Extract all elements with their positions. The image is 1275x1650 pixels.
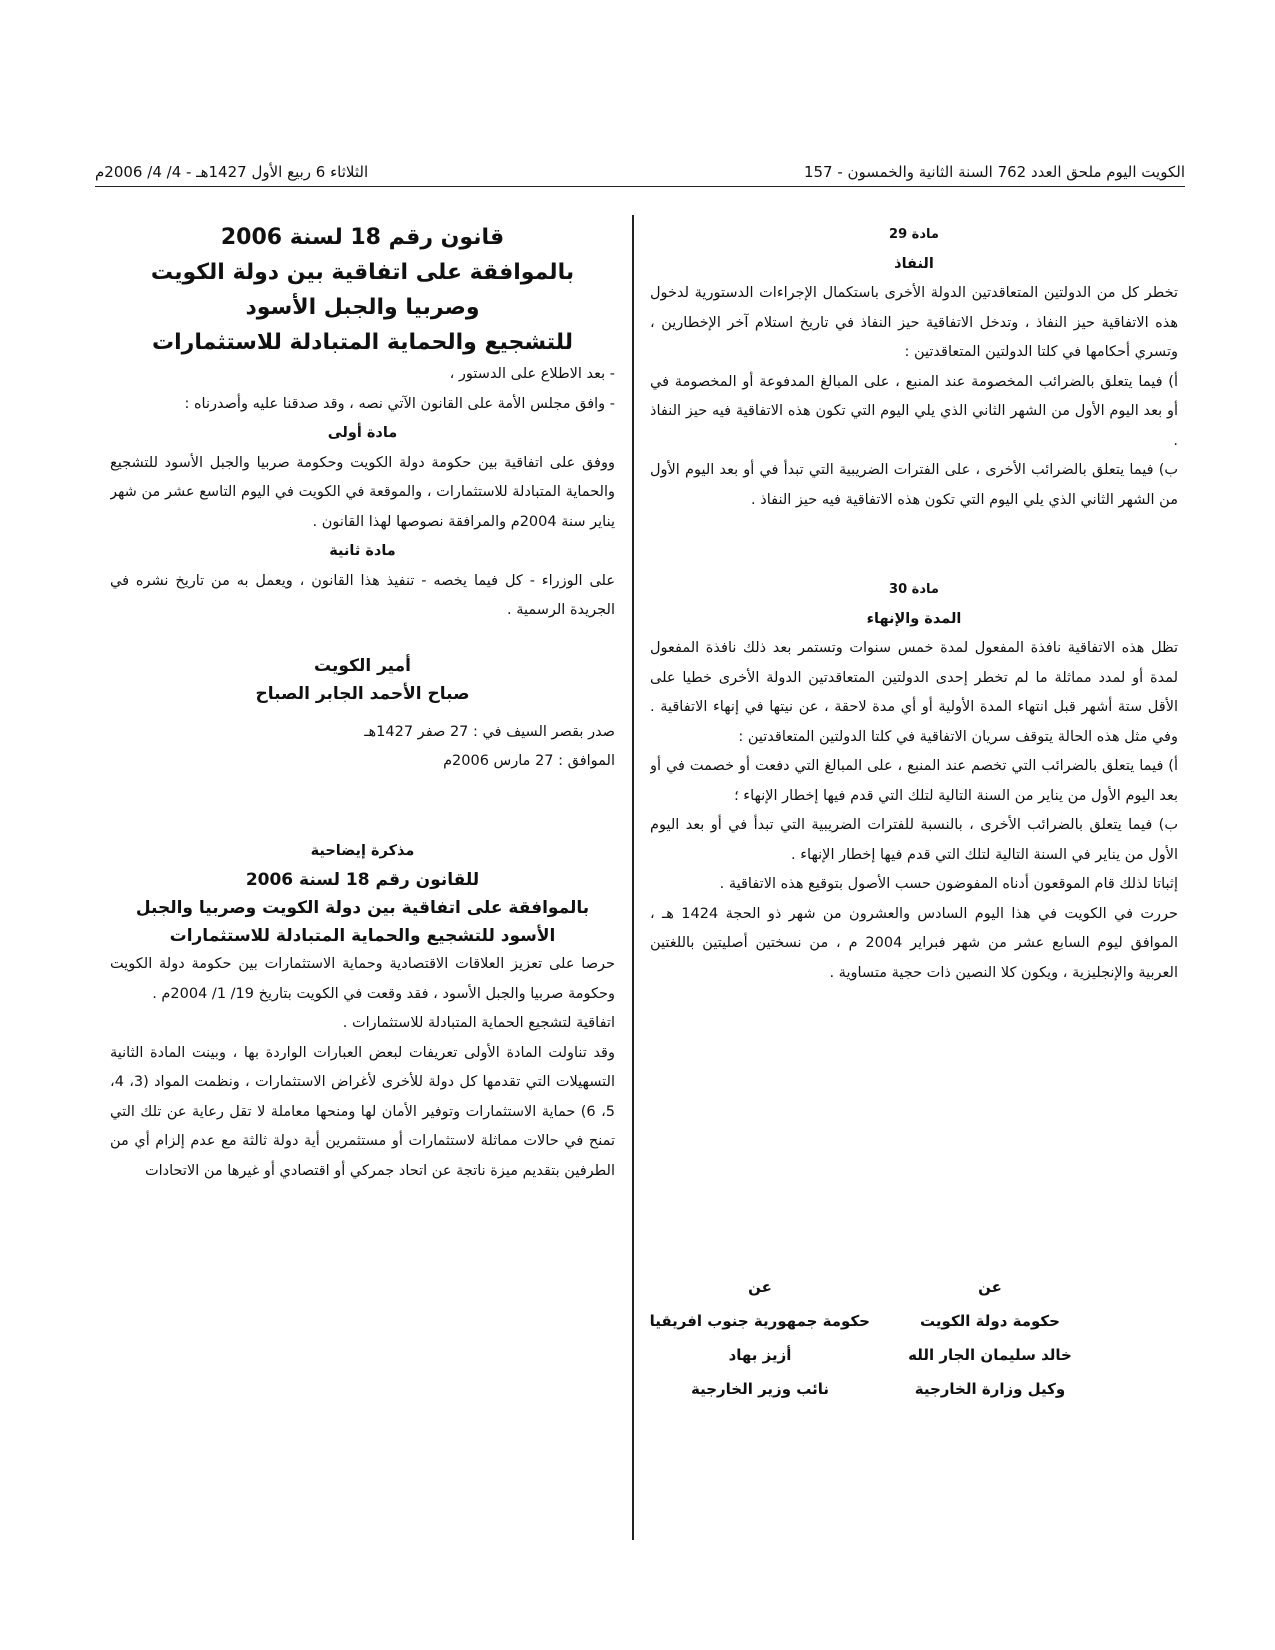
signature-south-africa — [650, 1270, 870, 1406]
article-1-title: مادة أولى — [327, 425, 398, 441]
article-29-number: مادة 29 — [889, 227, 939, 242]
article-29-title: النفاذ — [894, 255, 934, 272]
signature-name: خالد سليمان الجار الله — [908, 1346, 1072, 1364]
article-2-title: مادة ثانية — [329, 543, 396, 559]
emir-name: صباح الأحمد الجابر الصباح — [255, 683, 470, 704]
article-1-text: ووفق على اتفاقية بين حكومة دولة الكويت وحكومة صربيا والجبل الأسود للتشجيع والحماية المتبادلة للاستثمارات ، والموقعة في الكويت في اليوم التاسع عشر من شهر يناير سنة 2004م والمرافقة نصوصها لهذا القانون . — [110, 454, 615, 530]
memo-paragraph: اتفاقية لتشجيع الحماية المتبادلة للاستثمارات . — [342, 1015, 615, 1031]
article-30-item-a: أ) فيما يتعلق بالضرائب التي تخصم عند المنبع ، على المبالغ التي دفعت أو خصمت في أو بعد اليوم الأول من يناير من السنة التالية لتلك التي قدم فيها إخطار الإنهاء ؛ — [650, 758, 1178, 804]
header-date: الثلاثاء 6 ربيع الأول 1427هـ - 4/ 4/ 2006م — [95, 163, 369, 181]
signature-name: أزيز بهاد — [728, 1346, 792, 1364]
emir-title: أمير الكويت — [314, 655, 411, 676]
signature-for-label: عن — [748, 1278, 772, 1296]
memo-paragraph: وقد تناولت المادة الأولى تعريفات لبعض العبارات الواردة بها ، وبينت المادة الثانية التسهيلات التي تقدمها كل دولة للأخرى لأغراض الاستثمارات ، ونظمت المواد (3، 4، 5، 6) حماية الاستثمارات وتوفير الأمان لها ومنحها معاملة لا تقل رعاية عن تلك التي تمنح في حالات مماثلة لاستثمارات أو مستثمرين أية دولة ثالثة مع عدم إلزام أي من الطرفين بتقديم ميزة ناتجة عن اتحاد جمركي أو اقتصادي أو غيرها من الاتحادات — [110, 1044, 615, 1179]
preamble-line: - وافق مجلس الأمة على القانون الآتي نصه ، وقد صدقنا عليه وأصدرناه : — [184, 395, 615, 412]
law-subtitle: بالموافقة على اتفاقية بين دولة الكويت — [150, 260, 575, 285]
article-30-title: المدة والإنهاء — [866, 610, 962, 627]
memo-paragraph: حرصا على تعزيز العلاقات الاقتصادية وحماية الاستثمارات بين حكومة دولة الكويت وحكومة صربيا والجبل الأسود ، فقد وقعت في الكويت بتاريخ 19/ 1/ 2004م . — [110, 956, 615, 1002]
spacer — [110, 626, 615, 652]
law-title: قانون رقم 18 لسنة 2006 — [220, 225, 505, 250]
signature-for-label: عن — [978, 1278, 1002, 1296]
signature-title: نائب وزير الخارجية — [690, 1380, 830, 1398]
signature-title: وكيل وزارة الخارجية — [914, 1380, 1066, 1398]
memo-subtitle: الأسود للتشجيع والحماية المتبادلة للاستثمارات — [169, 926, 556, 946]
preamble-line: - بعد الاطلاع على الدستور ، — [449, 366, 615, 382]
article-30-witness: إثباتا لذلك قام الموقعون أدناه المفوضون حسب الأصول بتوقيع هذه الاتفاقية . — [719, 876, 1178, 892]
column-divider — [632, 215, 634, 1540]
memo-title: مذكرة إيضاحية — [310, 842, 415, 859]
signature-government: حكومة دولة الكويت — [920, 1312, 1060, 1330]
article-30-number: مادة 30 — [889, 582, 939, 597]
spacer — [110, 708, 615, 718]
page-header — [95, 160, 1185, 187]
signature-kuwait — [880, 1270, 1100, 1406]
article-29-item-b: ب) فيما يتعلق بالضرائب الأخرى ، على الفترات الضريبية التي تبدأ في أو بعد اليوم الأول من الشهر الثاني الذي يلي اليوم التي تكون هذه الاتفاقية فيه حيز النفاذ . — [650, 462, 1178, 508]
header-publication: الكويت اليوم ملحق العدد 762 السنة الثانية والخمسون - 157 — [803, 163, 1185, 181]
article-30-paragraph: تظل هذه الاتفاقية نافذة المفعول لمدة خمس سنوات وتستمر بعد ذلك نافذة المفعول لمدة أو لمدد مماثلة ما لم تخطر إحدى الدولتين المتعاقدتين الدولة الأخرى خطيا على الأقل ستة أشهر قبل انتهاء المدة الأولية أو أي مدة لاحقة ، عن نيتها في إنهاء الاتفاقية . وفي مثل هذه الحالة يتوقف سريان الاتفاقية في كلتا الدولتين المتعاقدتين : — [650, 640, 1178, 745]
left-column — [110, 220, 615, 1530]
memo-subtitle: بالموافقة على اتفاقية بين دولة الكويت وصربيا والجبل — [135, 898, 590, 918]
article-30-done-at: حررت في الكويت في هذا اليوم السادس والعشرون من شهر ذو الحجة 1424 هـ ، الموافق ليوم السابع عشر من شهر فبراير 2004 م ، من نسختين أصليتين باللغتين العربية والإنجليزية ، ويكون كلا النصين ذات حجية متساوية . — [650, 905, 1178, 981]
spacer — [650, 515, 1178, 575]
spacer — [110, 777, 615, 837]
article-2-text: على الوزراء - كل فيما يخصه - تنفيذ هذا القانون ، ويعمل به من تاريخ نشره في الجريدة الرسمية . — [110, 572, 615, 618]
issued-date-gregorian: الموافق : 27 مارس 2006م — [443, 753, 615, 769]
article-30-item-b: ب) فيما يتعلق بالضرائب الأخرى ، بالنسبة للفترات الضريبية التي تبدأ في أو بعد اليوم الأول من يناير في السنة التالية لتلك التي قدم فيها إخطار الإنهاء . — [650, 817, 1178, 863]
memo-law-number: للقانون رقم 18 لسنة 2006 — [245, 870, 480, 890]
law-subtitle: للتشجيع والحماية المتبادلة للاستثمارات — [152, 330, 573, 355]
article-29-paragraph: تخطر كل من الدولتين المتعاقدتين الدولة الأخرى باستكمال الإجراءات الدستورية لدخول هذه الاتفاقية حيز النفاذ ، وتدخل الاتفاقية حيز النفاذ في تاريخ استلام آخر الإخطارين ، وتسري أحكامها في كلتا الدولتين المتعاقدتين : — [650, 285, 1178, 360]
article-29-item-a: أ) فيما يتعلق بالضرائب المخصومة عند المنبع ، على المبالغ المدفوعة أو المخصومة في أو بعد اليوم الأول من الشهر الثاني الذي يلي اليوم التي تكون هذه الاتفاقية فيه حيز النفاذ . — [650, 373, 1178, 449]
law-subtitle: وصربيا والجبل الأسود — [245, 295, 480, 320]
signature-government: حكومة جمهورية جنوب افريقيا — [649, 1312, 870, 1330]
issued-date-hijri: صدر بقصر السيف في : 27 صفر 1427هـ — [364, 723, 615, 740]
